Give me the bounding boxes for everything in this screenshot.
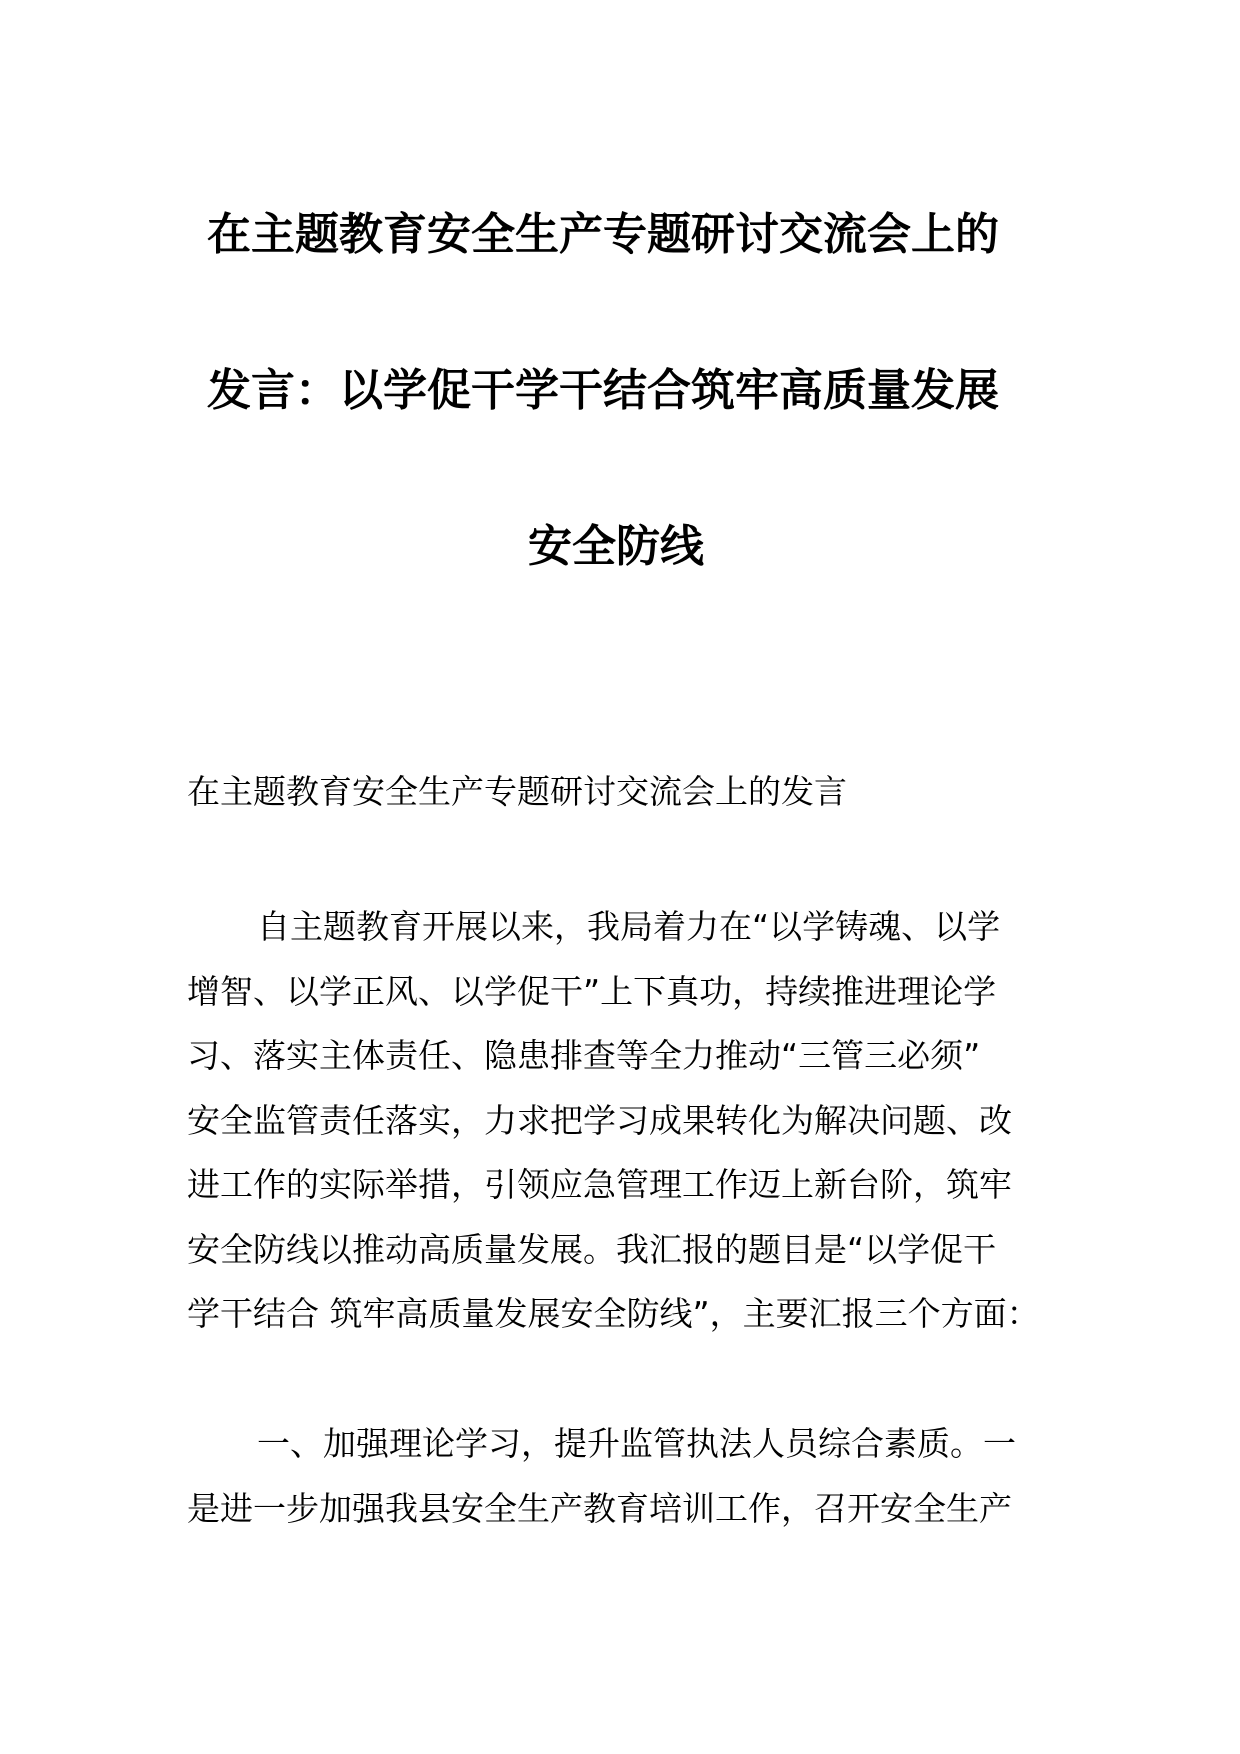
document-title-line-1: 在主题教育安全生产专题研讨交流会上的 (207, 209, 999, 260)
paragraph-line: 一、加强理论学习，提升监管执法人员综合素质。一 (257, 1424, 1016, 1463)
paragraph-line: 安全防线以推动高质量发展。我汇报的题目是“以学促干 (187, 1229, 997, 1269)
paragraph-line: 自主题教育开展以来，我局着力在“以学铸魂、以学 (257, 907, 1001, 946)
paragraph-line: 是进一步加强我县安全生产教育培训工作，召开安全生产 (187, 1488, 1012, 1528)
paragraph-line: 安全监管责任落实，力求把学习成果转化为解决问题、改 (187, 1100, 1012, 1140)
paragraph-line: 习、落实主体责任、隐患排查等全力推动“三管三必须” (187, 1036, 981, 1075)
document-subtitle: 在主题教育安全生产专题研讨交流会上的发言 (187, 772, 847, 811)
body-paragraph-2 (187, 1412, 1057, 1541)
paragraph-line: 学干结合 筑牢高质量发展安全防线”，主要汇报三个方面： (187, 1294, 1040, 1333)
paragraph-line: 进工作的实际举措，引领应急管理工作迈上新台阶，筑牢 (187, 1165, 1012, 1204)
body-paragraph-1 (187, 895, 1057, 1347)
document-title-line-2: 发言：以学促干学干结合筑牢高质量发展 (207, 365, 999, 416)
paragraph-line: 增智、以学正风、以学促干”上下真功，持续推进理论学 (187, 971, 997, 1011)
document-title-line-3: 安全防线 (528, 521, 704, 572)
